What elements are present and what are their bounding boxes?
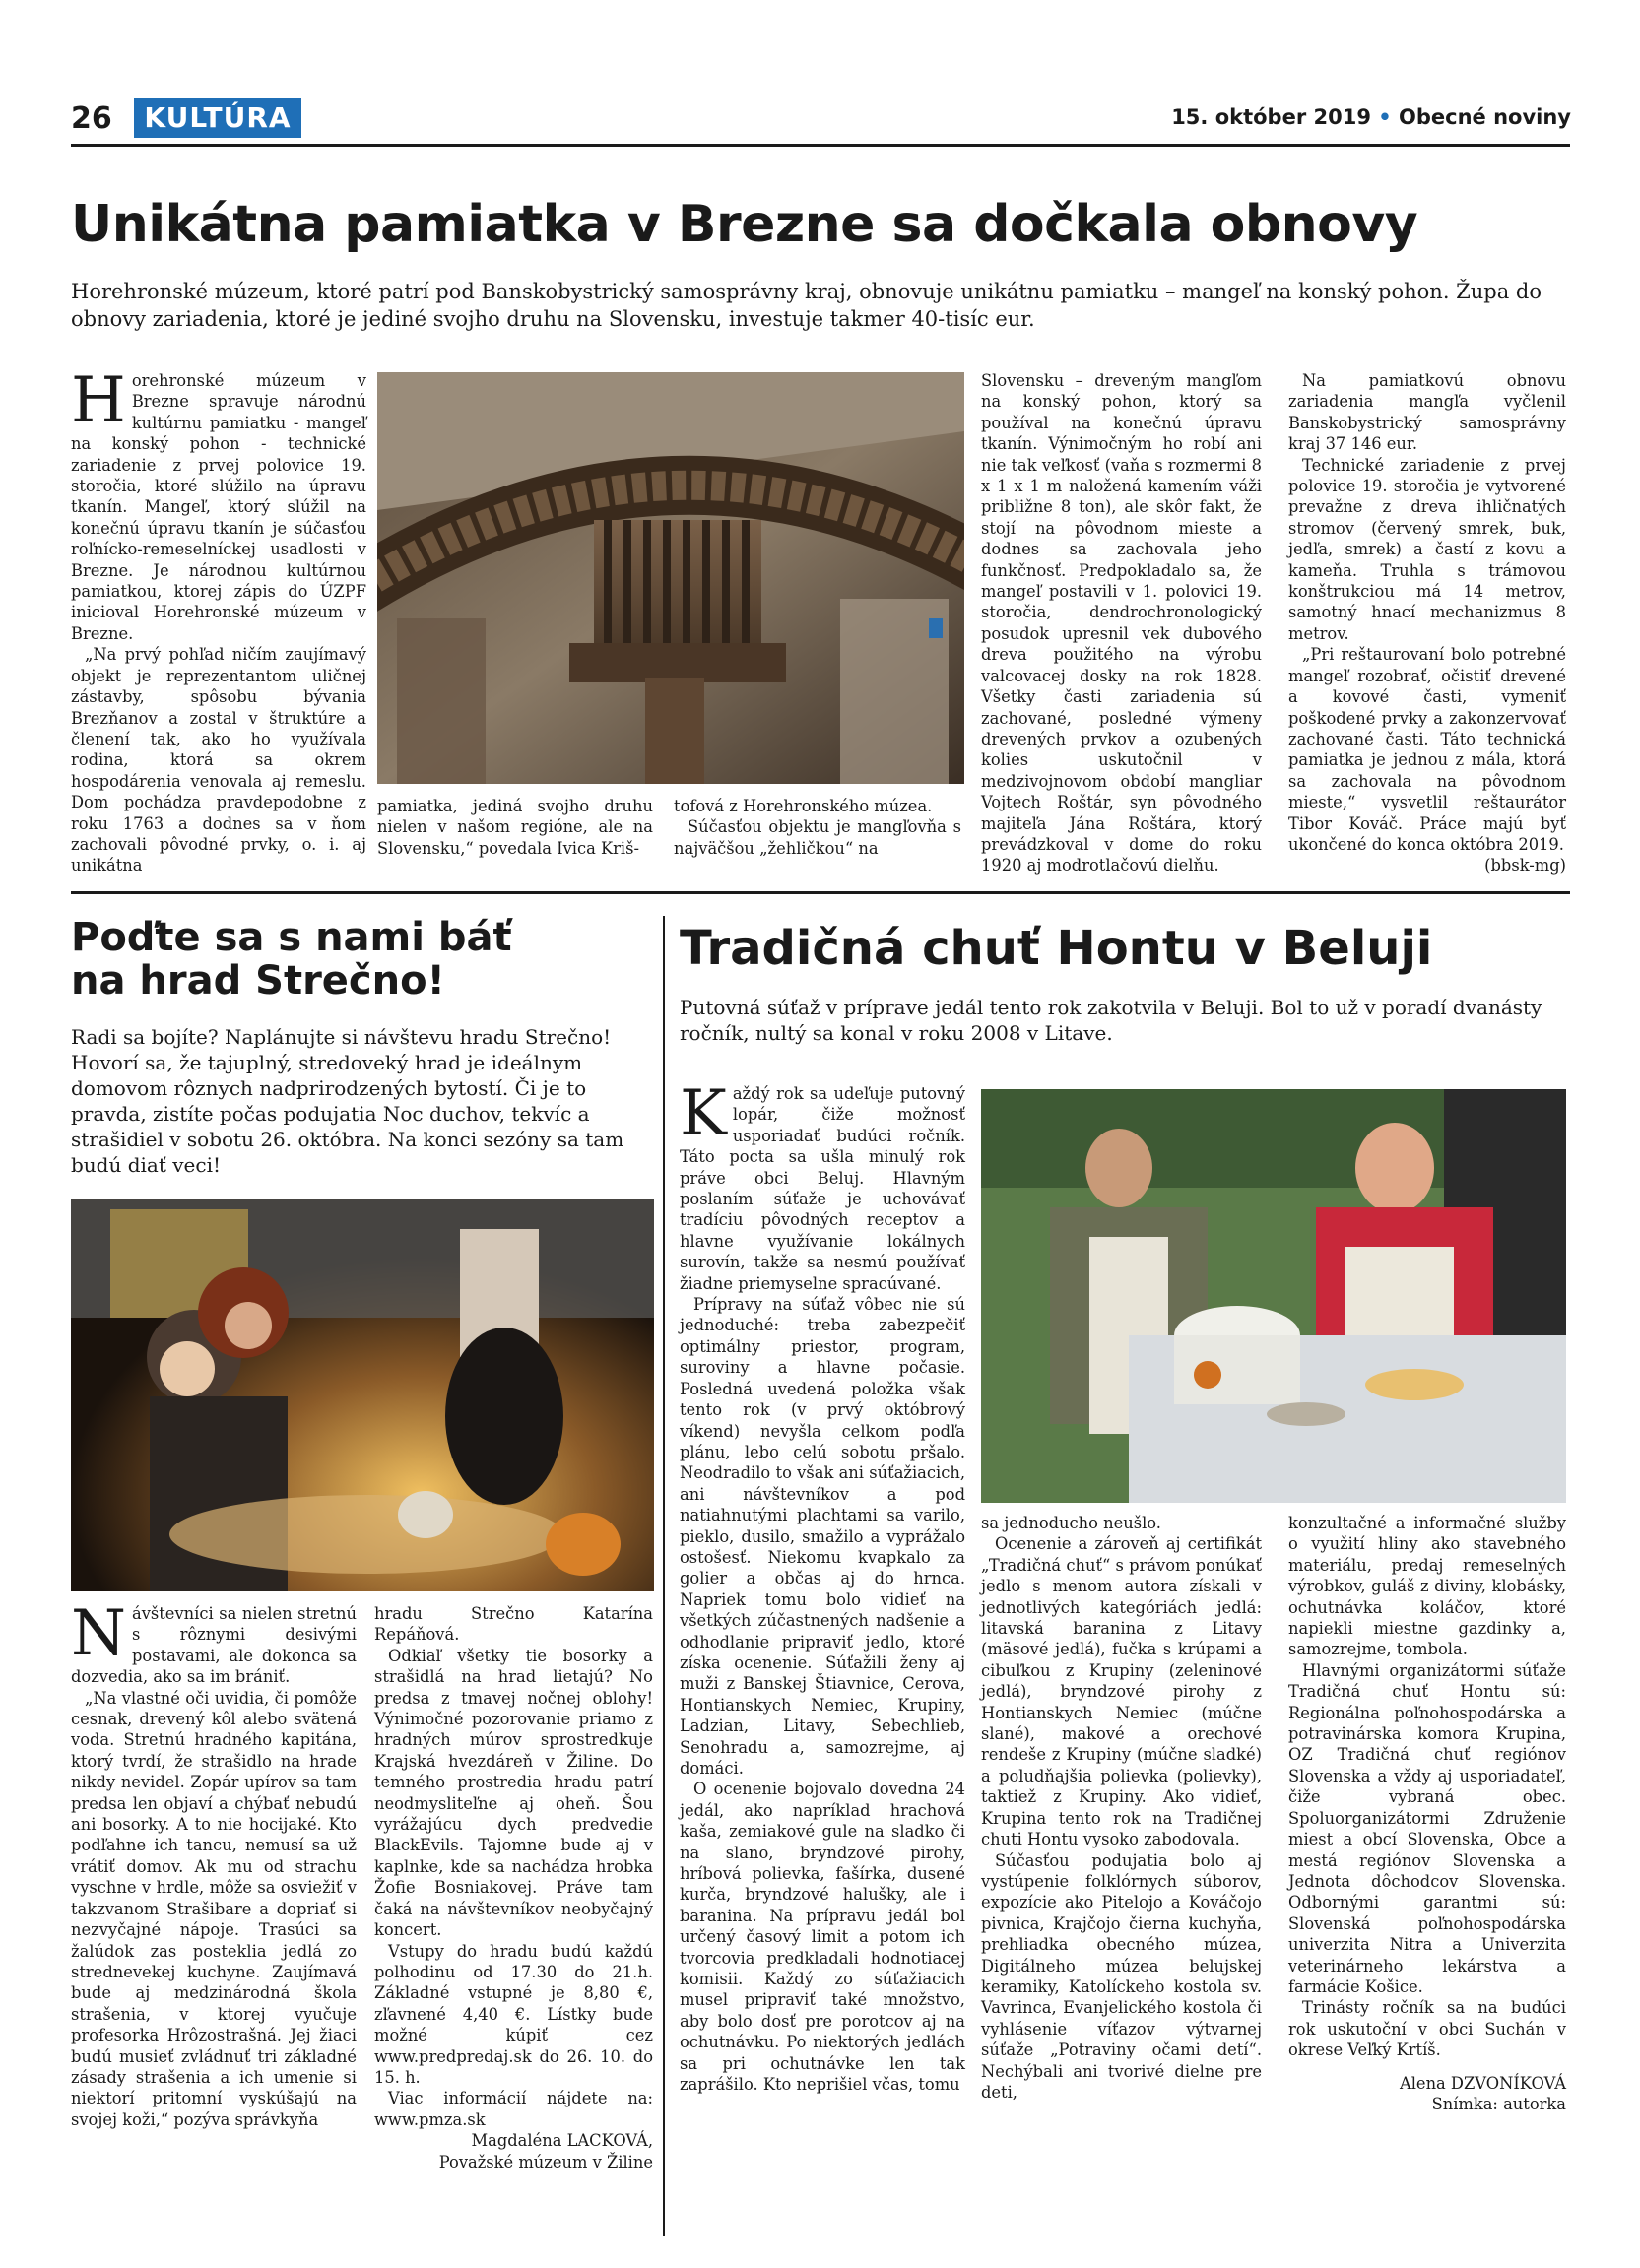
article2-col2-p2: Odkiaľ všetky tie bosorky a strašidlá na hrad lietajú? No predsa z tmavej nočnej oblohy! Výnimočné pozorovanie priamo z hradných múrov sprostredkuje Krajská hvezdáreň v Žiline. Do temného prostredia hradu patrí neodmysliteľne aj oheň. Šou vyrážajúcu dych predvedie BlackEvils. Tajomne bude aj v kaplnke, kde sa nachádza hrobka Žofie Bosniakovej. Práve tam čaká na návštevníkov neobyčajný koncert.: [374, 1646, 653, 1940]
section-label: KULTÚRA: [134, 98, 301, 138]
article2-col2-p3: Vstupy do hradu budú každú polhodinu od 17.30 do 21.h. Základné vstupné je 8,80 €, zľavnené 4,40 €. Lístky bude možné kúpiť cez www.predpredaj.sk do 26. 10. do 15. h.: [374, 1941, 653, 2087]
article2-photo-witches: [71, 1199, 654, 1591]
article3-column-3: [1288, 1513, 1566, 2114]
publication-name: Obecné noviny: [1399, 105, 1571, 129]
separator-dot: •: [1378, 105, 1392, 129]
article3-col3-p1: konzultačné a informačné služby o využití hliny ako stavebného materiálu, predaj remeselných výrobkov, guláš z diviny, klobásky, ochutnávka koláčov, ktoré napiekli miestne gazdinky a, samozrejme, tombola.: [1288, 1514, 1566, 1659]
header-rule: [71, 144, 1570, 147]
article1-col2-p1: pamiatka, jediná svojho druhu nielen v našom regióne, ale na Slovensku,“ povedala Ivica Kriš-: [377, 797, 653, 858]
article3-col2-p1: sa jednoducho neušlo.: [981, 1514, 1161, 1532]
article2-title-line1: Poďte sa s nami báť: [71, 915, 512, 960]
article2-signature-org: Považské múzeum v Žiline: [438, 2152, 653, 2171]
article3-column-1: [680, 1077, 965, 2096]
article3-col1-p2: Prípravy na súťaž vôbec nie sú jednoduché: treba zabezpečiť optimálny priestor, program, suroviny a hlavne počasie. Posledná uvedená položka však tento rok (v prvý októbrový víkend) nevyšla celkom podľa plánu, lebo celú sobotu pršalo. Neodradilo to však ani súťažiacich, ani návštevníkov a pod natiahnutými plachtami sa varilo, pieklo, dusilo, smažilo a vyprážalo ostošesť. Niekomu kvapkalo za golier a občas aj do hrnca. Napriek tomu bolo vidieť na všetkých zúčastnených nadšenie a odhodlanie pripraviť jedlo, ktoré získa ocenenie. Súťažili ženy aj muži z Banskej Štiavnice, Cerova, Hontianskych Nemiec, Krupiny, Ladzian, Litavy, Sebechlieb, Senohradu a, samozrejme, aj domáci.: [680, 1295, 965, 1778]
article3-col1-p3: O ocenenie bojovalo dovedna 24 jedál, ako napríklad hrachová kaša, zemiakové gule na sladko či na slano, bryndzové pirohy, hríbová polievka, fašírka, dusené kurča, bryndzové halušky, ale i baranina. Na prípravu jedál bol určený časový limit a potom ich tvorcovia predkladali hodnotiacej komisii. Každý zo súťažiacich musel pripraviť také množstvo, aby bolo dosť pre porotcov aj na ochutnávku. Po niektorých jedlách sa pri ochutnávke len tak zaprášilo. Kto neprišiel včas, tomu: [680, 1780, 965, 2095]
article3-photo-cooking: [981, 1089, 1566, 1503]
article1-col3-p1: tofová z Horehronského múzea.: [674, 797, 933, 815]
article3-signature-name: Alena DZVONÍKOVÁ: [1399, 2073, 1566, 2093]
article2-title-line2: na hrad Strečno!: [71, 958, 445, 1004]
article1-col5-p1: Na pamiatkovú obnovu zariadenia mangľa vyčlenil Banskobystrický samosprávny kraj 37 146 eur.: [1288, 371, 1566, 454]
article3-col2-p3: Súčasťou podujatia bolo aj vystúpenie folklórnych súborov, expozície ako Pitelojo a Kováčojo pivnica, Krajčojo čierna kuchyňa, prehliadka obecného múzea, Digitálneho múzea belujskej keramiky, Katolíckeho kostola sv. Vavrinca, Evanjelického kostola či vyhlásenie víťazov výtvarnej súťaže „Potraviny očami detí“. Nechýbali ani tvorivé dielne pre deti,: [981, 1850, 1262, 2102]
article1-signature: (bbsk-mg): [1484, 856, 1566, 875]
article2-dropcap: N: [71, 1597, 126, 1670]
article1-column-2: [377, 796, 653, 859]
page-number: 26: [71, 101, 112, 136]
section-divider: [71, 891, 1570, 894]
column-divider: [663, 916, 665, 2236]
article2-col1-p2: „Na vlastné oči uvidia, či pomôže cesnak, drevený kôl alebo svätená voda. Stretnú hradného kapitána, ktorý tvrdí, že strašidlo na hrade nikdy nevidel. Zopár upírov sa tam predsa len objaví a chýbať nebudú ani bosorky. A to nie hocijaké. Kto podľahne ich tancu, nemusí sa už vrátiť domov. Ak mu od strachu vyschne v hrdle, môže sa osviežiť v takzvanom Strašibare a dopriať si nezvyčajné nápoje. Trasúci sa žalúdok zas posteklia jedlá zo strednevekej kuchyne. Zaujímavá bude aj medzinárodná škola strašenia, v ktorej vyučuje profesorka Hrôzostrašná. Jej žiaci budú musieť zvládnuť tri základné zásady strašenia a ich umenie si niektorí pritomní vyskúšajú na svojej koži,“ pozýva správkyňa: [71, 1688, 357, 2129]
article3-col2-p2: Ocenenie a zároveň aj certifikát „Tradičná chuť“ s právom ponúkať jedlo s menom autora získali v jednotlivých kategóriách jedlá: litavská baranina z Litavy (mäsové jedlá), fučka s krúpami a cibuľkou z Krupiny (zeleninové jedlá), bryndzové pirohy z Hontianskych Nemiec (múčne slané), makové a orechové rendeše z Krupiny (múčne sladké) a poludňajšia polievka (polievky), taktiež z Krupiny. Ako vidieť, Krupina tento rok na Tradičnej chuti Hontu vysoko zabodovala.: [981, 1534, 1262, 1849]
article2-column-2: [374, 1603, 653, 2172]
article3-col3-p3: Trinásty ročník sa na budúci rok uskutoční v obci Suchán v okrese Veľký Krtíš.: [1288, 1998, 1566, 2060]
article3-title: Tradičná chuť Hontu v Beluji: [680, 921, 1433, 976]
article1-column-4: [981, 370, 1262, 876]
article2-column-1: [71, 1597, 357, 2130]
article2-col1-p1: ávštevníci sa nielen stretnú s rôznymi desivými postavami, ale dokonca sa dozvedia, ako sa im brániť.: [71, 1604, 357, 1687]
article3-column-2: [981, 1513, 1262, 2103]
issue-info: [1171, 105, 1571, 129]
article1-dropcap: H: [71, 364, 126, 437]
article1-title: Unikátna pamiatka v Brezne sa dočkala obnovy: [71, 195, 1418, 254]
article1-column-1: [71, 364, 366, 876]
article2-col2-p1: hradu Strečno Katarína Repáňová.: [374, 1604, 653, 1645]
article1-col1-p2: „Na prvý pohľad ničím zaujímavý objekt je reprezentantom uličnej zástavby, spôsobu bývania Brezňanov a zostal v štruktúre a členení tak, ako ho využívala rodina, ktorá sa okrem hospodárenia venovala aj remeslu. Dom pochádza pravdepodobne z roku 1763 a dodnes sa v ňom zachovali pôvodné prvky, o. i. aj unikátna: [71, 645, 366, 875]
article1-lead: Horehronské múzeum, ktoré patrí pod Banskobystrický samosprávny kraj, obnovuje unikátnu pamiatku – mangeľ na konský pohon. Župa do obnovy zariadenia, ktoré je jediné svojho druhu na Slovensku, investuje takmer 40-tisíc eur.: [71, 280, 1542, 331]
article1-col3-p2: Súčasťou objektu je mangľovňa s najväčšou „žehličkou“ na: [674, 817, 961, 858]
article2-title: [71, 916, 623, 1003]
article1-col1-p1: orehronské múzeum v Brezne spravuje národnú kultúrnu pamiatku - mangeľ na konský pohon - technické zariadenie z prvej polovice 19. storočia, ktoré slúžilo na úpravu tkanín. Mangeľ, ktorý slúžil na konečnú úpravu tkanín je súčasťou roľnícko-remeselníckej usadlosti v Brezne. Je národnou kultúrnou pamiatkou, ktorej zápis do ÚZPF inicioval Horehronské múzeum v Brezne.: [71, 371, 366, 643]
article2-col2-p4: Viac informácií nájdete na: www.pmza.sk: [374, 2089, 653, 2129]
article3-col1-p1: aždý rok sa udeľuje putovný lopár, čiže možnosť usporiadať budúci ročník. Táto pocta sa ušla minulý rok práve obci Beluj. Hlavným poslaním súťaže je uchovávať tradíciu pôvodných receptov a hlavne využívanie lokálnych surovín, takže sa nesmú používať žiadne priemyselne spracúvané.: [680, 1084, 965, 1293]
issue-date: 15. október 2019: [1171, 105, 1371, 129]
article1-col5-p2: Technické zariadenie z prvej polovice 19. storočia je vytvorené prevažne z dreva ihličnatých stromov (červený smrek, buk, jedľa, smrek) a častí z kovu a kameňa. Truhla s trámovou konštrukciou má 14 metrov, samotný hnací mechanizmus 8 metrov.: [1288, 455, 1566, 643]
article1-col4-p1: Slovensku – dreveným mangľom na konský pohon, ktorý sa používal na konečnú úpravu tkanín. Výnimočným ho robí ani nie tak veľkosť (vaňa s rozmermi 8 x 1 x 1 m naložená kamením váži približne 8 ton), ale skôr fakt, že stojí na pôvodnom mieste a dodnes sa zachovala jeho funkčnosť. Predpokladalo sa, že mangeľ postavili v 1. polovici 19. storočia, dendrochronologický posudok upresnil vek dubového dreva použitého na výrobu valcovacej dosky na rok 1828. Všetky časti zariadenia sú zachované, posledné výmeny drevených prvkov a ozubených kolies uskutočnil v medzivojnovom období mangliar Vojtech Roštár, syn pôvodného majiteľa Jána Roštára, ktorý prevádzkoval v dome do roku 1920 aj modrotlačovú dielňu.: [981, 371, 1262, 875]
article3-col3-p2: Hlavnými organizátormi súťaže Tradičná chuť Hontu sú: Regionálna poľnohospodárska a potravinárska komora Krupina, OZ Tradičná chuť regiónov Slovenska a vždy aj usporiadateľ, čiže vybraná obec. Spoluorganizátormi Združenie miest a obcí Slovenska, Obce a mestá regiónov Slovenska a Jednota dôchodcov Slovenska. Odbornými garantmi sú: Slovenská poľnohospodárska univerzita Nitra a Univerzita veterinárneho lekárstva a farmácie Košice.: [1288, 1660, 1566, 1996]
article3-lead: Putovná súťaž v príprave jedál tento rok zakotvila v Beluji. Bol to už v poradí dvanásty ročník, nultý sa konal v roku 2008 v Litave.: [680, 996, 1542, 1045]
article2-lead: Radi sa bojíte? Naplánujte si návštevu hradu Strečno! Hovorí sa, že tajuplný, stredoveký hrad je ideálnym domovom rôznych nadprirodzených bytostí. Či je to pravda, zistíte počas podujatia Noc duchov, tekvíc a strašidiel v sobotu 26. októbra. Na konci sezóny sa tam budú diať veci!: [71, 1025, 624, 1177]
article3-signature-photo: Snímka: autorka: [1431, 2094, 1566, 2113]
article2-signature-name: Magdaléna LACKOVÁ,: [471, 2131, 653, 2151]
article3-dropcap: K: [680, 1077, 727, 1150]
article1-photo-mangle: [377, 372, 964, 784]
article1-column-3: [674, 796, 961, 859]
article1-column-5: [1288, 370, 1566, 876]
article1-col5-p3: „Pri reštaurovaní bolo potrebné mangeľ rozobrať, očistiť drevené a kovové časti, vymeniť poškodené prvky a zakonzervovať zachované časti. Táto technická pamiatka je jednou z mála, ktorá sa zachovala na pôvodnom mieste,“ vysvetlil reštaurátor Tibor Kováč. Práce majú byť ukončené do konca októbra 2019.: [1288, 645, 1566, 854]
